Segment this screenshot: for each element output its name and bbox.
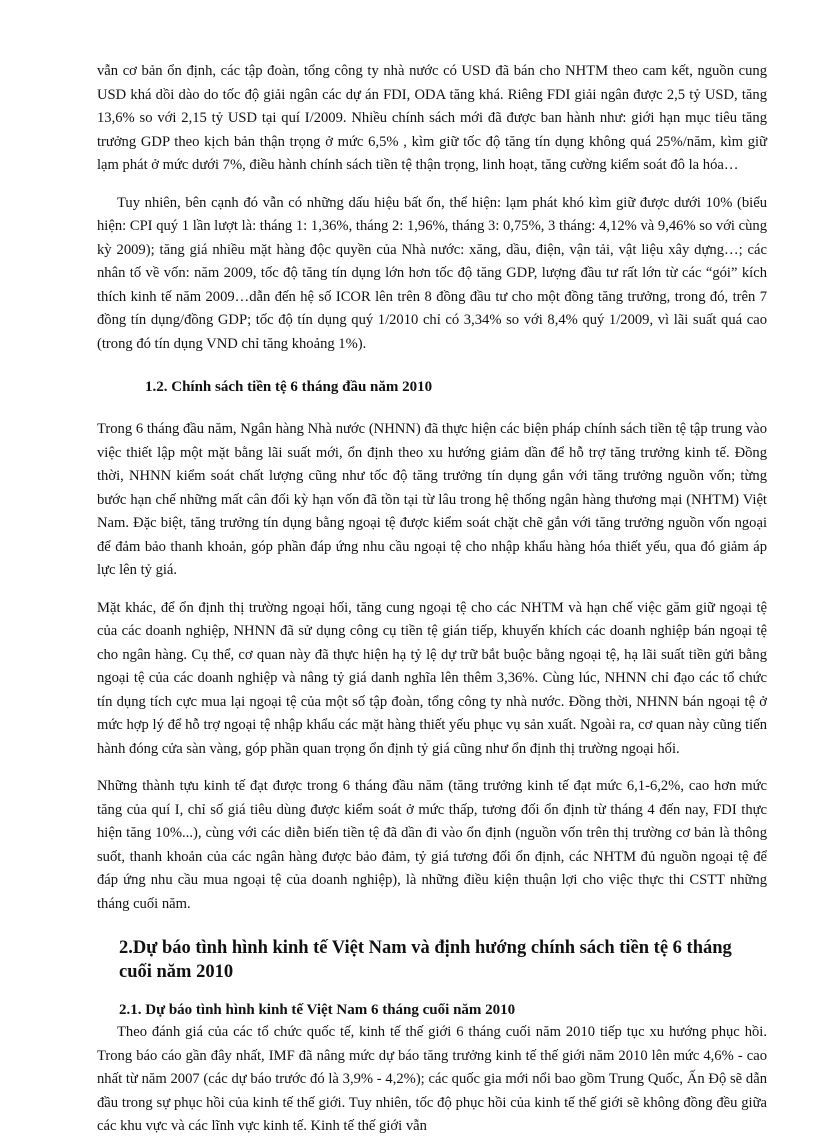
paragraph-monetary-policy: Trong 6 tháng đầu năm, Ngân hàng Nhà nước (NHNN) đã thực hiện các biện pháp chính sách tiền tệ tập trung vào việc thiết lập một mặt bằng lãi suất mới, ổn định theo xu hướng giảm dần để hỗ trợ tăng trưởng kinh tế. Đồng thời, NHNN kiểm soát chất lượng cũng như tốc độ tăng trưởng tín dụng gắn với tăng trưởng nguồn vốn; từng bước hạn chế những mất cân đối kỳ hạn vốn đã tồn tại từ lâu trong hệ thống ngân hàng thương mại (NHTM) Việt Nam. Đặc biệt, tăng trưởng tín dụng bằng ngoại tệ được kiểm soát chặt chẽ gắn với tăng trưởng nguồn vốn ngoại để đảm bảo thanh khoản, góp phần đáp ứng nhu cầu ngoại tệ cho nhập khẩu hàng hóa thiết yếu, qua đó giảm áp lực lên tỷ giá. bbox=[97, 421, 767, 578]
paragraph-continued: vẫn cơ bản ổn định, các tập đoàn, tổng công ty nhà nước có USD đã bán cho NHTM theo cam kết, nguồn cung USD khá dồi dào do tốc độ giải ngân các dự án FDI, ODA tăng khá. Riêng FDI giải ngân được 2,5 tỷ USD, tăng 13,6% so với 2,15 tỷ USD tại quí I/2009. Nhiều chính sách mới đã được ban hành như: giới hạn mục tiêu tăng trưởng GDP theo kịch bản thận trọng ở mức 6,5% , kìm giữ tốc độ tăng tín dụng không quá 25%/năm, kìm giữ lạm phát ở mức dưới 7%, điều hành chính sách tiền tệ thận trọng, linh hoạt, tăng cường kiểm soát đô la hóa… bbox=[97, 63, 767, 173]
heading-2-1: 2.1. Dự báo tình hình kinh tế Việt Nam 6 tháng cuối năm 2010 bbox=[119, 1002, 516, 1018]
paragraph-achievements: Những thành tựu kinh tế đạt được trong 6 tháng đầu năm (tăng trưởng kinh tế đạt mức 6,1-6,2%, cao hơn mức tăng của quí I, chỉ số giá tiêu dùng được kiểm soát ở mức thấp, tương đối ổn định từ tháng 4 đến nay, FDI thực hiện tăng 10%...), cùng với các diễn biến tiền tệ đã dần đi vào ổn định (nguồn vốn trên thị trường cơ bản là thông suốt, thanh khoản của các ngân hàng được bảo đảm, tỷ giá tương đối ổn định, các NHTM đủ nguồn ngoại tệ để đáp ứng nhu cầu mua ngoại tệ của doanh nghiệp), là những điều kiện thuận lợi cho việc thực thi CSTT những tháng cuối năm. bbox=[97, 778, 767, 912]
heading-1-2: 1.2. Chính sách tiền tệ 6 tháng đầu năm 2010 bbox=[145, 379, 433, 395]
paragraph-instability: Tuy nhiên, bên cạnh đó vẫn có những dấu hiệu bất ổn, thể hiện: lạm phát khó kìm giữ được dưới 10% (biểu hiện: CPI quý 1 lần lượt là: tháng 1: 1,36%, tháng 2: 1,96%, tháng 3: 0,75%, 3 tháng: 4,12% và 9,46% so với cùng kỳ 2009); tăng giá nhiều mặt hàng độc quyền của Nhà nước: xăng, dầu, điện, vận tải, vật liệu xây dựng…; các nhân tố về vốn: năm 2009, tốc độ tăng tín dụng lớn hơn tốc độ tăng GDP, lượng đầu tư rất lớn từ các “gói” kích thích kinh tế năm 2009…dẫn đến hệ số ICOR lên trên 8 đồng đầu tư cho một đồng tăng trưởng, trong đó, trên 7 đồng tín dụng/đồng GDP; tốc độ tín dụng quý 1/2010 chỉ có 3,34% so với 8,4% quý 1/2009, vì lãi suất quá cao (trong đó tín dụng VND chỉ tăng khoảng 1%). bbox=[97, 194, 767, 352]
heading-2: 2.Dự báo tình hình kinh tế Việt Nam và định hướng chính sách tiền tệ 6 tháng cuối năm 2010 bbox=[119, 938, 732, 982]
document-body bbox=[97, 60, 767, 1139]
paragraph-forex-market: Mặt khác, để ổn định thị trường ngoại hối, tăng cung ngoại tệ cho các NHTM và hạn chế việc găm giữ ngoại tệ của các doanh nghiệp, NHNN đã sử dụng công cụ tiền tệ gián tiếp, khuyến khích các doanh nghiệp bán ngoại tệ cho ngân hàng. Cụ thể, cơ quan này đã thực hiện hạ tỷ lệ dự trữ bắt buộc bằng ngoại tệ, hạ lãi suất tiền gửi bằng ngoại tệ của các doanh nghiệp và nâng tỷ giá danh nghĩa lên thêm 3,36%. Cùng lúc, NHNN chỉ đạo các tổ chức tín dụng tích cực mua lại ngoại tệ của một số tập đoàn, tổng công ty nhà nước. Đồng thời, NHNN bán ngoại tệ ở mức hợp lý để hỗ trợ ngoại tệ nhập khẩu các mặt hàng thiết yếu phục vụ sản xuất. Ngoài ra, cơ quan này cũng tiến hành đóng cửa sàn vàng, góp phần quan trọng ổn định tỷ giá cũng như ổn định thị trường ngoại hối. bbox=[97, 599, 767, 757]
paragraph-world-forecast: Theo đánh giá của các tổ chức quốc tế, kinh tế thế giới 6 tháng cuối năm 2010 tiếp tục xu hướng phục hồi. Trong báo cáo gần đây nhất, IMF đã nâng mức dự báo tăng trưởng kinh tế thế giới năm 2010 lên mức 4,6% - cao nhất từ năm 2007 (các dự báo trước đó là 3,9% - 4,2%); các quốc gia mới nổi bao gồm Trung Quốc, Ấn Độ sẽ dẫn đầu trong sự phục hồi của kinh tế thế giới. Tuy nhiên, tốc độ phục hồi của kinh tế thế giới sẽ không đồng đều giữa các khu vực và các lĩnh vực kinh tế. Kinh tế thế giới vẫn bbox=[97, 1024, 767, 1134]
